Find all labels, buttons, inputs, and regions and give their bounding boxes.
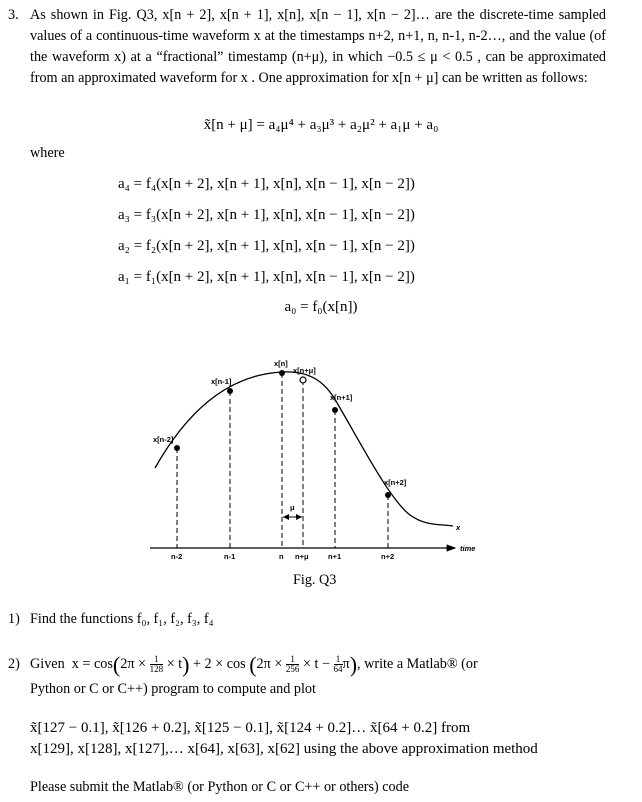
q2-two-pi-1: 2π × <box>120 655 147 672</box>
coef-equation-a1: a₁ = f₁(x[n + 2], x[n + 1], x[n], x[n − 1], x[n − 2]) <box>118 269 415 285</box>
paren-open-1: ( <box>112 651 121 677</box>
frac2-den: 256 <box>285 663 300 674</box>
label-x-n: x[n] <box>274 359 288 368</box>
sample-point-n-mu <box>300 377 306 383</box>
label-time: time <box>460 544 476 553</box>
waveform-curve <box>155 372 453 526</box>
main-equation: x̃[n + μ] = a₄μ⁴ + a₃μ³ + a₂μ² + a₁μ + a₀ <box>203 117 439 133</box>
frac-1-256 <box>286 655 300 674</box>
q2-number: 2) <box>8 656 20 672</box>
tick-n-mu: n+μ <box>295 552 309 561</box>
tick-n-1: n-1 <box>224 552 236 561</box>
figure-q3 <box>0 350 642 580</box>
question-number: 3. <box>8 7 19 23</box>
sample-point-n-1 <box>227 388 233 394</box>
paren-close-2: ) <box>349 651 358 677</box>
q2-times-t-minus: × t − <box>302 655 330 672</box>
label-curve-x: x <box>456 523 461 532</box>
label-x-n-mu: x[n+μ] <box>293 366 316 375</box>
q2-formula-line <box>30 645 610 683</box>
tick-n: n <box>279 552 284 561</box>
label-x-n-2: x[n-2] <box>153 435 174 444</box>
tick-n+2: n+2 <box>381 552 395 561</box>
sample-point-n+2 <box>385 492 391 498</box>
label-x-n+2: x[n+2] <box>384 478 407 487</box>
coef-equation-a3: a₃ = f₃(x[n + 2], x[n + 1], x[n], x[n − 1], x[n − 2]) <box>118 207 415 223</box>
sample-point-n-2 <box>174 445 180 451</box>
paren-close-1: ) <box>182 651 190 677</box>
submit-instruction: Please submit the Matlab® (or Python or C or C++ or others) code <box>30 779 410 795</box>
q2-two-pi-2: 2π × <box>256 655 283 672</box>
frac-1-128 <box>150 655 164 674</box>
sample-point-n <box>279 370 285 376</box>
q2-sample-line: x[129], x[128], x[127],… x[64], x[63], x[62] using the above approximation method <box>30 741 538 757</box>
q1-number: 1) <box>8 611 20 627</box>
q2-given: Given <box>30 655 65 672</box>
frac3-den: 64 <box>333 663 343 674</box>
tick-n+1: n+1 <box>328 552 342 561</box>
frac3-num: 1 <box>334 655 343 665</box>
frac2-num: 1 <box>286 655 300 665</box>
q2-plus: + 2 × cos <box>193 655 246 672</box>
coef-equation-a4: a₄ = f₄(x[n + 2], x[n + 1], x[n], x[n − 1], x[n − 2]) <box>118 176 415 192</box>
tick-n-2: n-2 <box>171 552 183 561</box>
where-label: where <box>30 145 65 161</box>
q2-pi: π <box>342 655 350 672</box>
q2-approx-line: x̃[127 − 0.1], x̃[126 + 0.2], x̃[125 − 0.1], x̃[124 + 0.2]… x̃[64 + 0.2] from <box>30 720 471 736</box>
q2-formula-start: x = cos <box>71 655 113 672</box>
frac1-num: 1 <box>150 655 164 665</box>
label-x-n-1: x[n-1] <box>211 377 232 386</box>
paren-open-2: ( <box>249 651 257 677</box>
sample-point-n+1 <box>332 407 338 413</box>
coef-equation-a0: a₀ = f₀(x[n]) <box>284 299 358 315</box>
frac1-den: 128 <box>149 663 164 674</box>
frac-1-64 <box>334 655 343 674</box>
q2-line2: Python or C or C++) program to compute and plot <box>30 681 316 697</box>
figure-caption: Fig. Q3 <box>293 572 337 588</box>
question-intro: As shown in Fig. Q3, x[n + 2], x[n + 1], x[n], x[n − 1], x[n − 2]… are the discrete-time sampled values of a continuous-time waveform x at the timestamps n+2, n+1, n, n-1, n-2…, and the value (of the waveform x) at a “fractional” timestamp (n+μ), in which −0.5 ≤ μ < 0.5 , can be approximated from an approximated waveform for x . One approximation for x[n + μ] can be written as follows: <box>30 7 606 86</box>
coef-equation-a2: a₂ = f₂(x[n + 2], x[n + 1], x[n], x[n − 1], x[n − 2]) <box>118 238 415 254</box>
label-mu: μ <box>290 503 295 512</box>
q2-times-t: × t <box>166 655 183 672</box>
q2-tail: , write a Matlab® (or <box>357 655 478 672</box>
label-x-n+1: x[n+1] <box>330 393 353 402</box>
q1-text: Find the functions f₀, f₁, f₂, f₃, f₄ <box>30 611 214 627</box>
